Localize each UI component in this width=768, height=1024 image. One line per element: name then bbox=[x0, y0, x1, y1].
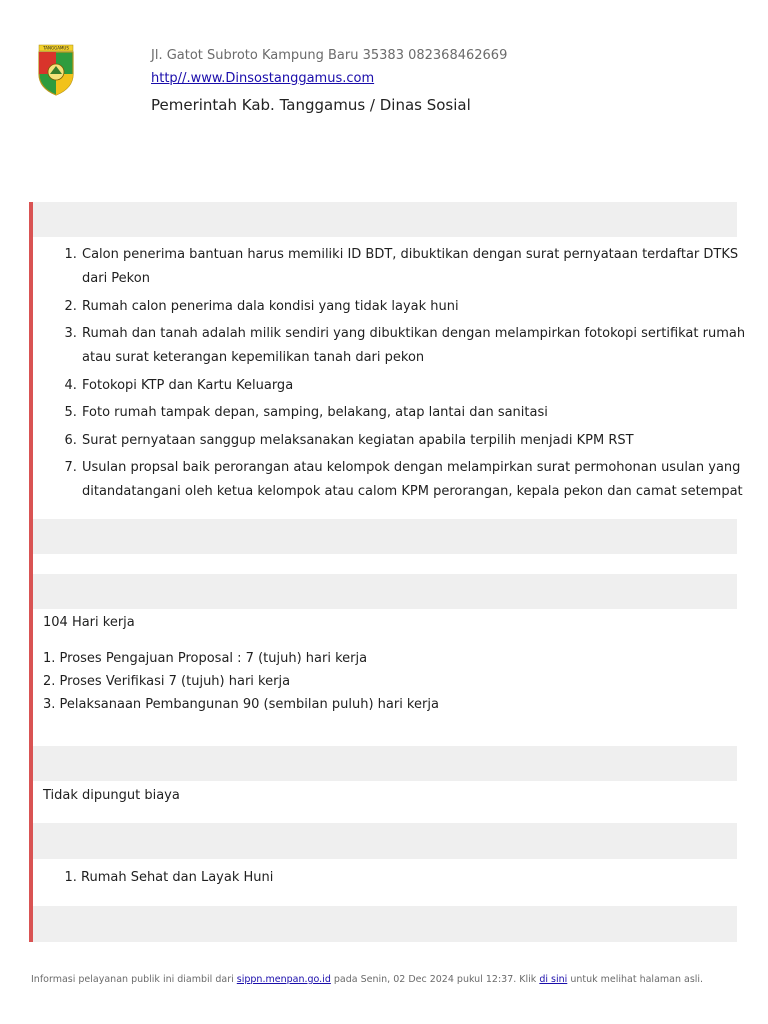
duration-total: 104 Hari kerja bbox=[43, 615, 135, 630]
section-header-cost bbox=[33, 746, 737, 781]
list-item: 1. Rumah Sehat dan Layak Huni bbox=[81, 866, 273, 890]
list-item: 1. Calon penerima bantuan harus memiliki ID BDT, dibuktikan dengan surat pernyataan terdaftar DTKS dari Pekon bbox=[81, 243, 763, 291]
list-item: 4. Fotokopi KTP dan Kartu Keluarga bbox=[81, 374, 763, 398]
list-item: 2. Rumah calon penerima dala kondisi yang tidak layak huni bbox=[81, 295, 763, 319]
footer-middle: pada Senin, 02 Dec 2024 pukul 12:37. Klik bbox=[333, 974, 537, 985]
section-header-complaints bbox=[33, 906, 737, 942]
section-header-duration bbox=[33, 574, 737, 609]
list-item: 6. Surat pernyataan sanggup melaksanakan kegiatan apabila terpilih menjadi KPM RST bbox=[81, 429, 763, 453]
duration-step: 3. Pelaksanaan Pembangunan 90 (sembilan puluh) hari kerja bbox=[43, 697, 439, 712]
original-page-link[interactable]: di sini bbox=[539, 974, 568, 985]
source-link[interactable]: sippn.menpan.go.id bbox=[236, 974, 331, 985]
organization-title: Pemerintah Kab. Tanggamus / Dinas Sosial bbox=[151, 96, 471, 114]
section-header-procedure bbox=[33, 519, 737, 554]
website-link[interactable]: http//.www.Dinsostanggamus.com bbox=[151, 71, 375, 86]
list-item: 5. Foto rumah tampak depan, samping, belakang, atap lantai dan sanitasi bbox=[81, 401, 763, 425]
duration-step: 2. Proses Verifikasi 7 (tujuh) hari kerja bbox=[43, 674, 291, 689]
tanggamus-logo bbox=[36, 44, 76, 96]
duration-step: 1. Proses Pengajuan Proposal : 7 (tujuh) hari kerja bbox=[43, 651, 368, 666]
svg-text:TANGGAMUS: TANGGAMUS bbox=[43, 45, 69, 51]
list-item: 3. Rumah dan tanah adalah milik sendiri yang dibuktikan dengan melampirkan fotokopi sertifikat rumah atau surat keterangan kepemilikan tanah dari pekon bbox=[81, 322, 763, 370]
cost-text: Tidak dipungut biaya bbox=[43, 788, 180, 803]
footer-prefix: Informasi pelayanan publik ini diambil dari bbox=[31, 974, 234, 985]
output-list bbox=[47, 866, 273, 890]
address-text: Jl. Gatot Subroto Kampung Baru 35383 082368462669 bbox=[151, 48, 508, 63]
section-header-requirements bbox=[33, 202, 737, 237]
footer-suffix: untuk melihat halaman asli. bbox=[570, 974, 704, 985]
source-footer bbox=[31, 974, 741, 985]
list-item: 7. Usulan propsal baik perorangan atau kelompok dengan melampirkan surat permohonan usulan yang ditandatangani oleh ketua kelompok atau calom KPM perorangan, kepala pekon dan camat setempat bbox=[81, 456, 763, 504]
requirements-list bbox=[47, 243, 763, 508]
section-header-output bbox=[33, 823, 737, 859]
